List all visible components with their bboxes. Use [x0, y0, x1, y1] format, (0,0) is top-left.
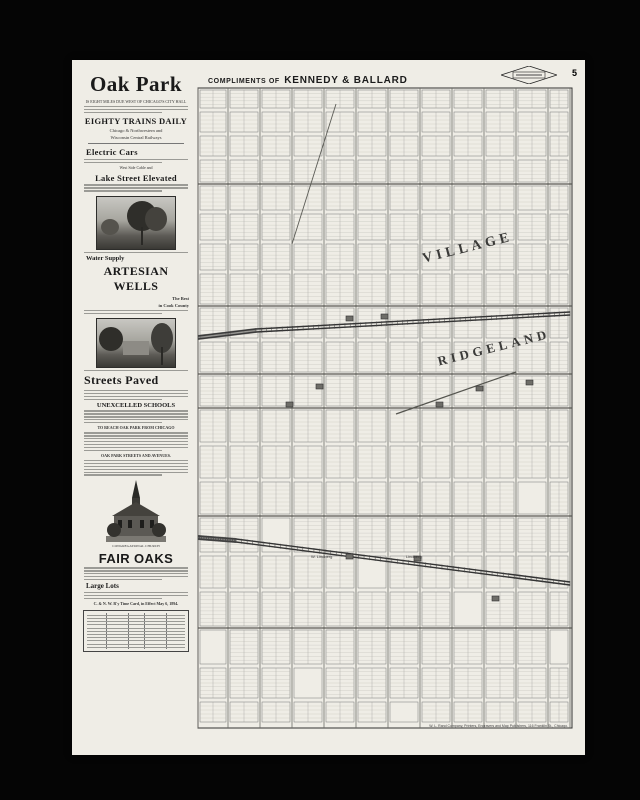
- printer-imprint: W. L. Rand Company, Printers, Engravers and Map Publishers, 116 Franklin St., Chicago.: [429, 724, 568, 728]
- plat-map-drawing: [196, 84, 576, 734]
- fair-oaks-heading: FAIR OAKS: [98, 550, 174, 566]
- firm-logo-icon: [501, 66, 557, 84]
- church-illustration: [106, 480, 166, 542]
- map-note-right: Lindberg: [406, 554, 422, 559]
- best-label: The Best: [172, 295, 189, 301]
- trains-heading: EIGHTY TRAINS DAILY: [84, 116, 188, 127]
- residence-photo: [96, 196, 176, 250]
- plat-map: [196, 84, 576, 734]
- elevated-heading: Lake Street Elevated: [95, 172, 177, 183]
- ridgeland-label: RIDGELAND: [436, 326, 552, 369]
- artesian-heading: ARTESIAN WELLS: [103, 263, 169, 293]
- village-label: VILLAGE: [421, 229, 515, 267]
- compliments-prefix: COMPLIMENTS OF: [208, 78, 280, 85]
- railway-line-2: Wisconsin Central Railways: [110, 135, 162, 141]
- sidebar-text-column: [80, 68, 192, 748]
- west-side-text: West Side Cable and: [119, 164, 153, 170]
- timecard-heading: C. & N. W. R'y Time Card, in Effect May 6, 1894.: [93, 600, 179, 606]
- map-poster: [72, 60, 585, 755]
- map-note-left: W. Lindberg: [311, 554, 333, 559]
- streets-avenues-heading: OAK PARK STREETS AND AVENUES.: [101, 452, 171, 458]
- large-lots-label: Large Lots: [86, 582, 119, 591]
- to-reach-heading: TO REACH OAK PARK FROM CHICAGO: [97, 425, 175, 431]
- street-photo: [96, 318, 176, 368]
- train-schedule-table: [83, 610, 189, 652]
- streets-paved-heading: Streets Paved: [84, 373, 159, 388]
- electric-cars-heading: Electric Cars: [86, 147, 138, 158]
- subtitle: IS EIGHT MILES DUE WEST OF CHICAGO'S CITY HALL: [85, 99, 187, 104]
- county-label: in Cook County: [158, 302, 189, 308]
- railway-line-1: Chicago & Northwestern and: [109, 128, 163, 134]
- firm-name: KENNEDY & BALLARD: [284, 75, 408, 86]
- water-supply-label: Water Supply: [86, 254, 125, 262]
- map-header: [204, 66, 579, 86]
- map-corner-number: 5: [571, 68, 577, 78]
- schools-heading: UNEXCELLED SCHOOLS: [96, 401, 176, 409]
- church-caption: CONGREGATIONAL CHURCH: [112, 543, 160, 548]
- poster-title: Oak Park: [89, 72, 183, 96]
